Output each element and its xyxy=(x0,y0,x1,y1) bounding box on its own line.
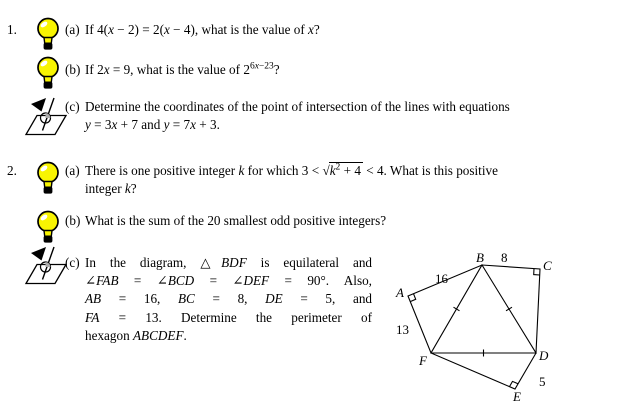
text-segment: hexagon xyxy=(85,327,133,343)
problem-1c xyxy=(65,98,613,134)
text-segment: In the diagram, △ xyxy=(85,255,222,270)
vertex-label-A: A xyxy=(396,285,404,300)
problem-text xyxy=(85,328,187,343)
problem-2-number: 2. xyxy=(7,163,17,178)
lightbulb-icon xyxy=(36,210,60,244)
bulb-neck xyxy=(44,182,52,188)
right-angle-mark-C xyxy=(534,269,540,275)
text-segment: x xyxy=(254,61,259,72)
text-segment: FAB xyxy=(96,273,119,289)
text-segment: = 3 xyxy=(90,117,112,133)
text-segment: − 2) = 2( xyxy=(113,22,164,37)
text-segment: There is one positive integer xyxy=(85,163,239,178)
paper-sheet xyxy=(26,116,66,135)
part-label: (c) xyxy=(65,255,80,270)
problem-1c-line2 xyxy=(85,116,613,134)
text-segment: integer xyxy=(85,181,125,197)
vertex-label-B: B xyxy=(476,250,484,265)
paper-sheet xyxy=(26,265,66,284)
bulb-glass xyxy=(38,19,58,39)
pencil-loop-shade xyxy=(46,113,51,118)
side-length-FA: 13 xyxy=(396,322,409,337)
text-segment: y xyxy=(85,117,91,133)
text-segment: AB xyxy=(85,291,102,307)
text-segment: 6 xyxy=(249,61,255,72)
text-segment: = 16, xyxy=(101,291,178,307)
part-label: (a) xyxy=(65,22,80,37)
text-segment: BDF xyxy=(221,255,247,270)
text-segment: < 4. What is this positive xyxy=(362,163,498,178)
text-segment: + 3. xyxy=(195,117,220,133)
problem-text xyxy=(85,181,137,196)
pencil-paper-icon xyxy=(23,96,67,136)
text-segment: Determine the coordinates of the point of intersection of the lines with equations xyxy=(85,99,510,114)
text-segment: k xyxy=(238,163,245,178)
bulb-neck xyxy=(44,38,52,44)
text-segment: − 4), what is the value of xyxy=(169,22,309,37)
text-segment: = 13. Determine the perimeter of xyxy=(99,309,372,325)
side-length-BC: 8 xyxy=(501,250,508,265)
problem-2b xyxy=(65,212,625,230)
text-segment: = 7 xyxy=(169,117,191,133)
problem-text xyxy=(85,99,510,114)
text-segment: If 2 xyxy=(85,62,104,77)
problem-text xyxy=(85,162,498,178)
problem-text xyxy=(85,310,372,325)
text-segment: DE xyxy=(265,291,283,307)
text-segment: x xyxy=(103,62,110,77)
tick-mark-BF xyxy=(454,307,460,311)
problem-2a-line1 xyxy=(65,162,613,180)
bulb-base xyxy=(44,43,53,50)
problem-1a xyxy=(65,21,625,39)
part-label: (a) xyxy=(65,163,80,178)
text-segment: for which 3 < xyxy=(244,163,323,178)
lightbulb-icon xyxy=(36,56,60,90)
text-segment: = 9, what is the value of 2 xyxy=(109,62,250,77)
problem-2a-line2 xyxy=(85,180,613,198)
bulb-base xyxy=(44,187,53,194)
pencil-loop-shade xyxy=(46,262,51,267)
text-segment: = 8, xyxy=(194,291,266,307)
problem-text xyxy=(85,62,280,77)
vertex-label-F: F xyxy=(419,353,427,368)
text-segment: BC xyxy=(177,291,195,307)
pencil-paper-icon xyxy=(23,245,67,285)
problem-2a xyxy=(65,162,613,198)
tick-mark-BD xyxy=(506,307,512,311)
text-segment: If 4( xyxy=(85,22,109,37)
problem-2c-line5 xyxy=(85,327,372,345)
bulb-glass xyxy=(38,212,58,232)
pencil-nib xyxy=(31,247,46,261)
text-segment: k xyxy=(124,181,131,197)
vertex-label-D: D xyxy=(539,348,549,363)
bulb-glass xyxy=(38,163,58,183)
text-segment: + 4 xyxy=(340,163,361,178)
problem-text xyxy=(85,117,220,132)
text-segment: y xyxy=(163,117,170,133)
bulb-neck xyxy=(44,231,52,237)
text-segment: = 90°. Also, xyxy=(269,273,372,289)
text-segment: BCD xyxy=(167,273,195,289)
text-segment: FA xyxy=(85,309,100,325)
problem-1b-line xyxy=(65,61,625,79)
text-segment: is equilateral and xyxy=(246,255,373,270)
text-segment: = ∠ xyxy=(118,273,168,289)
problem-1c-line1 xyxy=(65,98,613,116)
side-length-AB: 16 xyxy=(435,271,448,286)
text-segment: What is the sum of the 20 smallest odd positive integers? xyxy=(85,213,387,228)
vertex-label-C: C xyxy=(543,258,552,273)
problem-2c-line3 xyxy=(85,290,372,308)
problem-text xyxy=(85,22,320,37)
radical-expression xyxy=(329,162,363,178)
text-segment: ? xyxy=(313,22,320,37)
bulb-base xyxy=(44,82,53,89)
text-segment: = 5, and xyxy=(282,291,373,307)
problem-1-number: 1. xyxy=(7,22,17,37)
text-segment: k xyxy=(329,163,336,178)
bulb-base xyxy=(44,236,53,243)
problem-text xyxy=(85,255,372,270)
lightbulb-icon xyxy=(36,17,60,51)
text-segment: ABCDEF xyxy=(132,327,184,343)
bulb-glass xyxy=(38,58,58,78)
text-segment: x xyxy=(308,22,314,37)
problem-2c-line2 xyxy=(85,272,372,290)
problem-1b xyxy=(65,61,625,79)
text-segment: 2 xyxy=(335,162,341,173)
bulb-neck xyxy=(44,77,52,83)
side-length-DE: 5 xyxy=(539,374,546,389)
text-segment: −23 xyxy=(258,61,274,72)
text-segment: x xyxy=(163,22,170,37)
text-segment: √ xyxy=(322,163,329,178)
text-segment: DEF xyxy=(243,273,270,289)
part-label: (c) xyxy=(65,99,80,114)
text-segment: ? xyxy=(130,181,137,197)
text-segment: x xyxy=(111,117,118,133)
text-segment: + 7 and xyxy=(117,117,164,133)
lightbulb-icon xyxy=(36,161,60,195)
problem-text xyxy=(85,213,386,228)
problem-text xyxy=(85,291,372,306)
text-segment: ? xyxy=(273,62,280,77)
text-segment: = ∠ xyxy=(194,273,244,289)
text-segment: x xyxy=(190,117,196,133)
problem-2c xyxy=(65,254,372,345)
part-label: (b) xyxy=(65,62,81,77)
text-segment: x xyxy=(108,22,114,37)
pencil-nib xyxy=(31,98,46,112)
vertex-label-E: E xyxy=(513,389,521,404)
hexagon-diagram xyxy=(393,244,585,404)
problem-2b-line xyxy=(65,212,625,230)
text-segment: . xyxy=(183,327,187,343)
problem-2c-line4 xyxy=(85,309,372,327)
problem-text xyxy=(85,273,372,288)
problem-1a-line xyxy=(65,21,625,39)
part-label: (b) xyxy=(65,213,81,228)
problem-2c-line1 xyxy=(65,254,372,272)
text-segment: ∠ xyxy=(85,273,97,289)
